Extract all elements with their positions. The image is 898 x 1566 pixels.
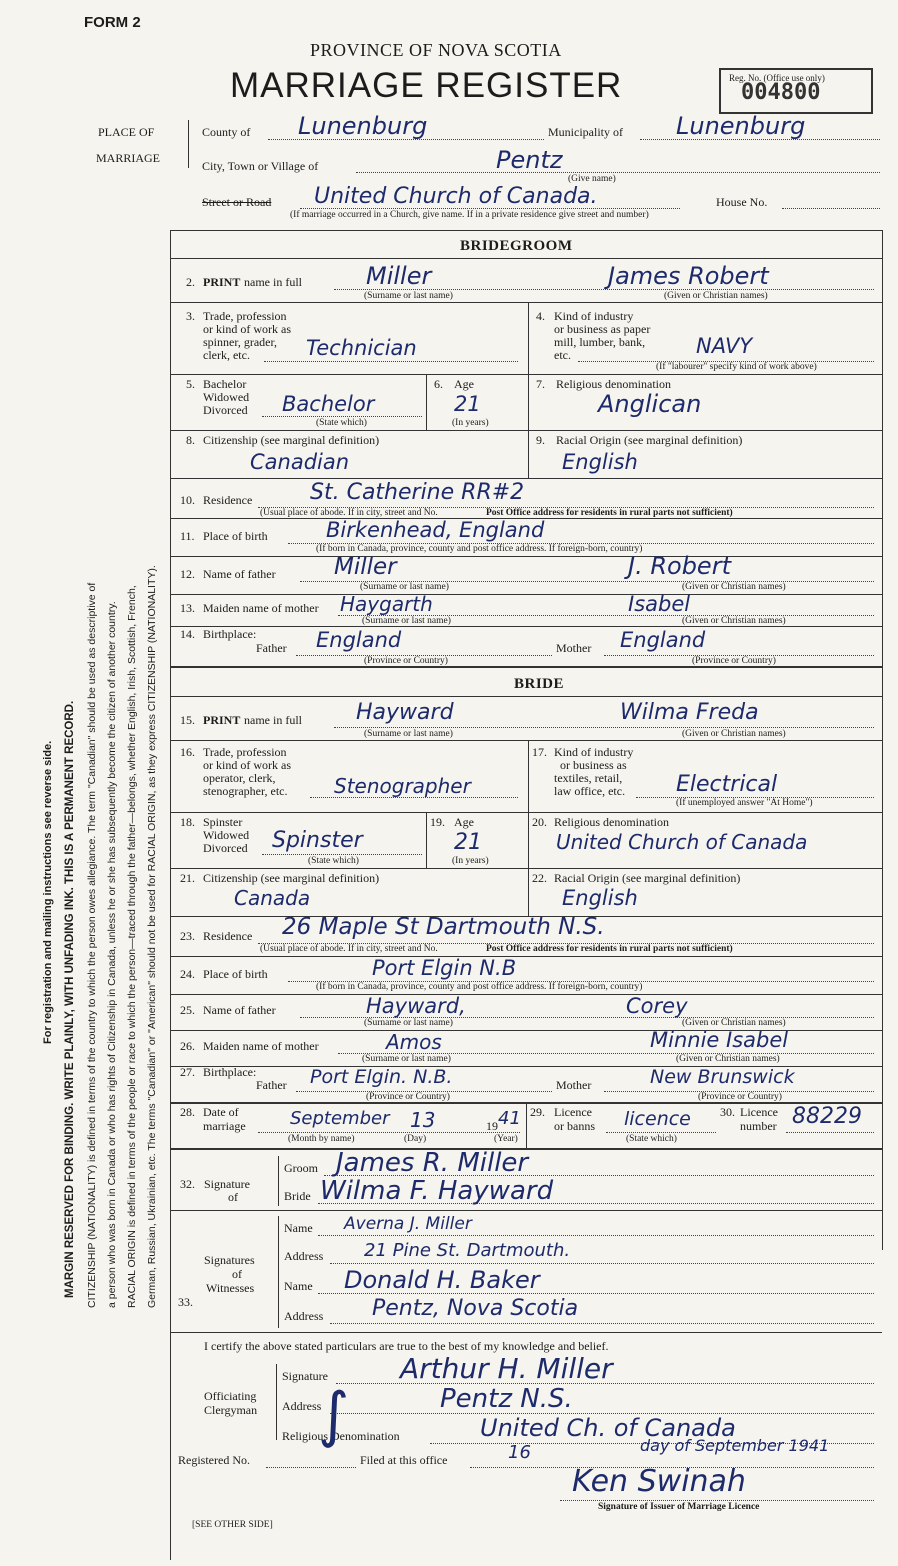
- bride-head-line: [170, 696, 882, 697]
- groom-mother-g-caption: (Given or Christian names): [682, 616, 786, 626]
- bride-n20: 20.: [532, 815, 547, 829]
- bride-sig-label: Bride: [284, 1189, 311, 1203]
- groom-religion: Anglican: [598, 390, 702, 418]
- row-line: [170, 374, 882, 375]
- year-caption: (Year): [494, 1134, 518, 1144]
- reg-number: 004800: [741, 80, 821, 105]
- groom-n6: 6.: [434, 377, 443, 391]
- groom-father-s-caption: (Surname or last name): [360, 582, 449, 592]
- groom-res-label: Residence: [203, 493, 253, 507]
- col-divider: [528, 302, 529, 374]
- groom-kind-l3: mill, lumber, bank,: [554, 335, 646, 349]
- groom-racial-label: Racial Origin (see marginal definition): [556, 433, 743, 447]
- off-relig-label: Religious Denomination: [282, 1429, 400, 1443]
- off-label-1: Officiating: [204, 1389, 257, 1403]
- groom-father-bp: England: [316, 628, 402, 652]
- bride-kind: Electrical: [676, 772, 778, 797]
- groom-status-line: [262, 416, 422, 417]
- groom-kind: NAVY: [696, 334, 753, 358]
- wit-label-1: Signatures: [204, 1253, 255, 1267]
- city-label: City, Town or Village of: [202, 159, 319, 173]
- groom-name-label: name in full: [244, 275, 302, 289]
- bride-father-surname: Hayward,: [366, 994, 466, 1018]
- bride-citizen-label: Citizenship (see marginal definition): [203, 871, 380, 885]
- sig-label-2: of: [228, 1190, 238, 1204]
- bride-religion-label: Religious denomination: [554, 815, 669, 829]
- groom-n2: 2.: [186, 275, 195, 289]
- bride-pob-caption: (If born in Canada, province, county and post office address. If foreign-born, country): [316, 982, 643, 992]
- house-label: House No.: [716, 195, 768, 209]
- certify-text: I certify the above stated particulars are true to the best of my knowledge and belief.: [204, 1339, 609, 1353]
- bride-surname: Hayward: [356, 700, 454, 725]
- groom-pob: Birkenhead, England: [326, 518, 545, 542]
- row-line: [170, 740, 882, 741]
- bride-religion: United Church of Canada: [556, 830, 808, 854]
- groom-religion-label: Religious denomination: [556, 377, 671, 391]
- groom-n12: 12.: [180, 567, 195, 581]
- bride-father-s-caption: (Surname or last name): [364, 1018, 453, 1028]
- filed-label: Filed at this office: [360, 1453, 448, 1467]
- marriage-day: 13: [410, 1108, 436, 1132]
- licence-n30: 30.: [720, 1105, 735, 1119]
- marriage-year: 41: [498, 1108, 521, 1129]
- off-bracket: [276, 1364, 277, 1440]
- wit-label-3: Witnesses: [206, 1281, 255, 1295]
- off-addr-label: Address: [282, 1399, 322, 1413]
- groom-birthplace-label: Birthplace:: [203, 627, 257, 641]
- bride-mother-bp: New Brunswick: [650, 1066, 795, 1088]
- bride-n21: 21.: [180, 871, 195, 885]
- groom-father-surname: Miller: [334, 554, 397, 580]
- row-line: [170, 430, 882, 431]
- groom-signature: James R. Miller: [336, 1148, 529, 1178]
- licence-num-label-1: Licence: [740, 1105, 778, 1119]
- bride-signature: Wilma F. Hayward: [320, 1176, 554, 1206]
- bride-given-caption: (Given or Christian names): [682, 729, 786, 739]
- bride-trade-l2: or kind of work as: [203, 758, 291, 772]
- sig-n32: 32.: [180, 1177, 195, 1191]
- groom-mother-label: Maiden name of mother: [203, 601, 319, 615]
- groom-res-caption-1: (Usual place of abode. If in city, street and No.: [260, 508, 438, 518]
- page-title: MARRIAGE REGISTER: [230, 66, 623, 105]
- bride-mother-bp-label: Mother: [556, 1078, 592, 1092]
- date-label-1: Date of: [203, 1105, 239, 1119]
- street-caption: (If marriage occurred in a Church, give name. If in a private residence give street and number): [290, 210, 649, 220]
- licence-n29: 29.: [530, 1105, 545, 1119]
- groom-n3: 3.: [186, 309, 195, 323]
- bride-n19: 19.: [430, 815, 445, 829]
- groom-trade-l4: clerk, etc.: [203, 348, 250, 362]
- groom-kind-l4: etc.: [554, 348, 571, 362]
- bride-mother-g-caption: (Given or Christian names): [676, 1054, 780, 1064]
- col-divider: [528, 430, 529, 478]
- bride-n26: 26.: [180, 1039, 195, 1053]
- groom-father-label: Name of father: [203, 567, 276, 581]
- groom-father-g-caption: (Given or Christian names): [682, 582, 786, 592]
- side-note-1: For registration and mailing instructions see reverse side.: [42, 740, 54, 1044]
- bride-status: Spinster: [272, 828, 363, 853]
- licence-num-label-2: number: [740, 1119, 777, 1133]
- bride-status-l3: Divorced: [203, 841, 248, 855]
- groom-n5: 5.: [186, 377, 195, 391]
- bridegroom-heading: BRIDEGROOM: [460, 238, 573, 254]
- w2-addr-line: [330, 1323, 874, 1324]
- groom-res-caption-2: Post Office address for residents in rural parts not sufficient): [486, 508, 733, 518]
- licence-num-line: [786, 1132, 874, 1133]
- bride-n22: 22.: [532, 871, 547, 885]
- frame-top: [170, 230, 882, 231]
- groom-given: James Robert: [608, 262, 769, 290]
- licence-caption: (State which): [626, 1134, 677, 1144]
- bride-heading: BRIDE: [514, 676, 565, 692]
- groom-trade-l3: spinner, grader,: [203, 335, 278, 349]
- row-line: [170, 1332, 882, 1333]
- licence-label-2: or banns: [554, 1119, 595, 1133]
- place-bracket: [188, 120, 189, 168]
- groom-n4: 4.: [536, 309, 545, 323]
- issuer-line: [560, 1500, 874, 1501]
- off-address: Pentz N.S.: [440, 1384, 573, 1414]
- marriage-year-prefix: 19: [486, 1119, 498, 1133]
- w2-addr-label: Address: [284, 1309, 324, 1323]
- bride-print-label: PRINT: [203, 713, 241, 727]
- date-line: [258, 1132, 520, 1133]
- sig-label-1: Signature: [204, 1177, 250, 1191]
- house-line: [782, 208, 880, 209]
- side-note-2: MARGIN RESERVED FOR BINDING. WRITE PLAINLY, WITH UNFADING INK. THIS IS A PERMANENT RECORD.: [64, 700, 76, 1298]
- groom-trade-l2: or kind of work as: [203, 322, 291, 336]
- licence-line: [606, 1132, 716, 1133]
- row-line: [170, 956, 882, 957]
- groom-pob-caption: (If born in Canada, province, county and post office address. If foreign-born, country): [316, 544, 643, 554]
- bride-given: Wilma Freda: [620, 700, 759, 725]
- groom-trade-l1: Trade, profession: [203, 309, 287, 323]
- filed-day: 16: [508, 1442, 531, 1463]
- off-sig-label: Signature: [282, 1369, 328, 1383]
- groom-status-caption: (State which): [316, 418, 367, 428]
- groom-racial: English: [562, 450, 638, 474]
- licence-type: licence: [624, 1108, 691, 1130]
- row-line: [170, 302, 882, 303]
- groom-given-caption: (Given or Christian names): [664, 291, 768, 301]
- row-line: [170, 626, 882, 627]
- bride-trade-l4: stenographer, etc.: [203, 784, 288, 798]
- bride-n27: 27.: [180, 1065, 195, 1079]
- county-value: Lunenburg: [298, 112, 428, 140]
- w1-addr-line: [330, 1263, 874, 1264]
- licence-number: 88229: [792, 1104, 862, 1129]
- date-label-2: marriage: [203, 1119, 246, 1133]
- groom-n9: 9.: [536, 433, 545, 447]
- row-line: [170, 1210, 882, 1211]
- groom-trade-line: [264, 361, 518, 362]
- groom-n10: 10.: [180, 493, 195, 507]
- clergy-mark: ∫: [318, 1380, 350, 1450]
- row-line: [170, 994, 882, 995]
- filed-month: day of September 1941: [640, 1436, 830, 1455]
- groom-mother-s-caption: (Surname or last name): [362, 616, 451, 626]
- date-n28: 28.: [180, 1105, 195, 1119]
- bride-mother-bp-caption: (Province or Country): [698, 1092, 782, 1102]
- groom-mother-bp: England: [620, 628, 706, 652]
- county-label: County of: [202, 125, 251, 139]
- groom-print-label: PRINT: [203, 275, 241, 289]
- side-note-5: RACIAL ORIGIN is defined in terms of the people or race to which the person—traced through the father—belongs, whether English, Irish, Scottish, French,: [126, 585, 138, 1308]
- groom-father-given: J. Robert: [628, 552, 731, 580]
- groom-kind-l2: or business as paper: [554, 322, 651, 336]
- groom-n8: 8.: [186, 433, 195, 447]
- groom-status-l1: Bachelor: [203, 377, 247, 391]
- groom-mother-surname: Haygarth: [340, 592, 433, 616]
- col-divider: [526, 1102, 527, 1148]
- bride-father-bp-caption: (Province or Country): [366, 1092, 450, 1102]
- groom-n7: 7.: [536, 377, 545, 391]
- place-label-2: MARRIAGE: [96, 151, 161, 165]
- groom-mother-bp-label: Mother: [556, 641, 592, 655]
- issuer-caption: Signature of Issuer of Marriage Licence: [598, 1502, 760, 1512]
- bride-kind-l2: or business as: [560, 758, 627, 772]
- groom-citizenship: Canadian: [250, 450, 350, 474]
- row-line: [170, 868, 882, 869]
- groom-mother-given: Isabel: [628, 592, 691, 616]
- reg-box-label: Reg. No. (Office use only): [729, 73, 825, 83]
- bride-n24: 24.: [180, 967, 195, 981]
- w1-address: 21 Pine St. Dartmouth.: [364, 1240, 571, 1261]
- bride-res-caption-2: Post Office address for residents in rural parts not sufficient): [486, 944, 733, 954]
- bride-mother-surname: Amos: [386, 1030, 442, 1054]
- bride-kind-l1: Kind of industry: [554, 745, 634, 759]
- bride-trade: Stenographer: [334, 774, 471, 798]
- bride-father-g-caption: (Given or Christian names): [682, 1018, 786, 1028]
- bride-racial-label: Racial Origin (see marginal definition): [554, 871, 741, 885]
- groom-trade: Technician: [306, 336, 417, 360]
- month-caption: (Month by name): [288, 1134, 355, 1144]
- bride-birthplace-label: Birthplace:: [203, 1065, 257, 1079]
- w1-name: Averna J. Miller: [344, 1214, 472, 1234]
- side-note-3: CITIZENSHIP (NATIONALITY) is defined in terms of the country to which the person owes allegiance. The term "Canadian" should be used as descriptive of: [86, 582, 98, 1308]
- bride-citizenship: Canada: [234, 886, 311, 910]
- off-religion: United Ch. of Canada: [480, 1414, 736, 1442]
- w2-address: Pentz, Nova Scotia: [372, 1296, 579, 1321]
- groom-surname-caption: (Surname or last name): [364, 291, 453, 301]
- side-note-6: German, Russian, Ukrainian, etc. The terms "Canadian" or "American" should not be used for RACIAL ORIGIN, as they express CITIZENSHIP (NATIONALITY).: [146, 565, 158, 1308]
- bride-n23: 23.: [180, 929, 195, 943]
- issuer-signature: Ken Swinah: [572, 1464, 746, 1499]
- bride-status-caption: (State which): [308, 856, 359, 866]
- bride-kind-l4: law office, etc.: [554, 784, 626, 798]
- city-line: [356, 172, 880, 173]
- place-label-1: PLACE OF: [98, 125, 155, 139]
- bride-status-line: [262, 854, 422, 855]
- registered-label: Registered No.: [178, 1453, 250, 1467]
- row-line: [170, 478, 882, 479]
- col-divider: [528, 812, 529, 868]
- registered-line: [266, 1467, 356, 1468]
- w1-addr-label: Address: [284, 1249, 324, 1263]
- groom-age: 21: [454, 392, 481, 416]
- bride-father-bp-label: Father: [256, 1078, 287, 1092]
- street-label: Street or Road: [202, 195, 272, 209]
- groom-father-bp-caption: (Province or Country): [364, 656, 448, 666]
- bride-age: 21: [454, 830, 482, 855]
- row-line: [170, 556, 882, 557]
- groom-head-line: [170, 258, 882, 259]
- groom-father-bp-label: Father: [256, 641, 287, 655]
- bride-mother-s-caption: (Surname or last name): [362, 1054, 451, 1064]
- licence-label-1: Licence: [554, 1105, 592, 1119]
- bride-trade-l3: operator, clerk,: [203, 771, 276, 785]
- wit-bracket: [278, 1216, 279, 1328]
- bride-pob: Port Elgin N.B: [372, 956, 517, 980]
- bride-age-label: Age: [454, 815, 474, 829]
- day-caption: (Day): [404, 1134, 427, 1144]
- groom-status-l3: Divorced: [203, 403, 248, 417]
- municipality-label: Municipality of: [548, 125, 623, 139]
- col-divider: [528, 740, 529, 812]
- bride-trade-l1: Trade, profession: [203, 745, 287, 759]
- w1-name-label: Name: [284, 1221, 313, 1235]
- col-divider: [426, 374, 427, 430]
- bride-age-caption: (In years): [452, 856, 489, 866]
- bride-mother-given: Minnie Isabel: [650, 1028, 789, 1052]
- groom-n11: 11.: [180, 529, 195, 543]
- reg-number-box: [719, 68, 873, 114]
- bride-name-line: [334, 727, 874, 728]
- province-heading: PROVINCE OF NOVA SCOTIA: [310, 40, 562, 60]
- bride-res-caption-1: (Usual place of abode. If in city, street and No.: [260, 944, 438, 954]
- bride-name-label: name in full: [244, 713, 302, 727]
- wit-label-2: of: [232, 1267, 242, 1281]
- bride-n25: 25.: [180, 1003, 195, 1017]
- side-note-4: a person who was born in Canada or who has rights of Citizenship in Canada, unless he or she has subsequently become the citizen of another country.: [106, 601, 118, 1308]
- bride-father-label: Name of father: [203, 1003, 276, 1017]
- bride-pob-label: Place of birth: [203, 967, 268, 981]
- w1-name-line: [318, 1235, 874, 1236]
- marriage-month: September: [290, 1108, 390, 1129]
- bride-n18: 18.: [180, 815, 195, 829]
- col-divider: [528, 374, 529, 430]
- col-divider: [528, 868, 529, 916]
- row-line: [170, 594, 882, 595]
- bride-status-l2: Widowed: [203, 828, 250, 842]
- groom-kind-l1: Kind of industry: [554, 309, 634, 323]
- groom-kind-caption: (If "labourer" specify kind of work above): [656, 362, 817, 372]
- frame-right: [882, 230, 883, 1250]
- bride-surname-caption: (Surname or last name): [364, 729, 453, 739]
- groom-pob-label: Place of birth: [203, 529, 268, 543]
- sig-bracket: [278, 1156, 279, 1206]
- bride-kind-l3: textiles, retail,: [554, 771, 623, 785]
- groom-residence: St. Catherine RR#2: [310, 480, 525, 505]
- municipality-value: Lunenburg: [676, 112, 806, 140]
- groom-status: Bachelor: [282, 392, 375, 416]
- groom-status-l2: Widowed: [203, 390, 250, 404]
- groom-n13: 13.: [180, 601, 195, 615]
- row-line: [170, 812, 882, 813]
- form-number: FORM 2: [84, 14, 141, 31]
- city-value: Pentz: [496, 146, 563, 174]
- bride-racial: English: [562, 886, 638, 910]
- groom-mother-bp-caption: (Province or Country): [692, 656, 776, 666]
- street-value: United Church of Canada.: [314, 184, 598, 209]
- w2-name: Donald H. Baker: [344, 1266, 540, 1294]
- w2-name-label: Name: [284, 1279, 313, 1293]
- bride-n15: 15.: [180, 713, 195, 727]
- section-line: [170, 666, 882, 668]
- wit-n33: 33.: [178, 1295, 193, 1309]
- groom-surname: Miller: [366, 262, 432, 290]
- bride-status-l1: Spinster: [203, 815, 243, 829]
- bride-n17: 17.: [532, 745, 547, 759]
- off-label-2: Clergyman: [204, 1403, 258, 1417]
- bride-residence: 26 Maple St Dartmouth N.S.: [282, 914, 605, 940]
- bride-mother-label: Maiden name of mother: [203, 1039, 319, 1053]
- bride-res-label: Residence: [203, 929, 253, 943]
- col-divider: [426, 812, 427, 868]
- give-name-caption: (Give name): [568, 174, 616, 184]
- bride-father-bp: Port Elgin. N.B.: [310, 1066, 453, 1088]
- bride-father-given: Corey: [626, 994, 688, 1018]
- groom-age-caption: (In years): [452, 418, 489, 428]
- see-other-side: [SEE OTHER SIDE]: [192, 1520, 273, 1530]
- groom-sig-label: Groom: [284, 1161, 318, 1175]
- groom-age-label: Age: [454, 377, 474, 391]
- bride-kind-caption: (If unemployed answer "At Home"): [676, 798, 813, 808]
- groom-n14: 14.: [180, 627, 195, 641]
- off-signature: Arthur H. Miller: [400, 1352, 613, 1385]
- groom-citizen-label: Citizenship (see marginal definition): [203, 433, 380, 447]
- bride-n16: 16.: [180, 745, 195, 759]
